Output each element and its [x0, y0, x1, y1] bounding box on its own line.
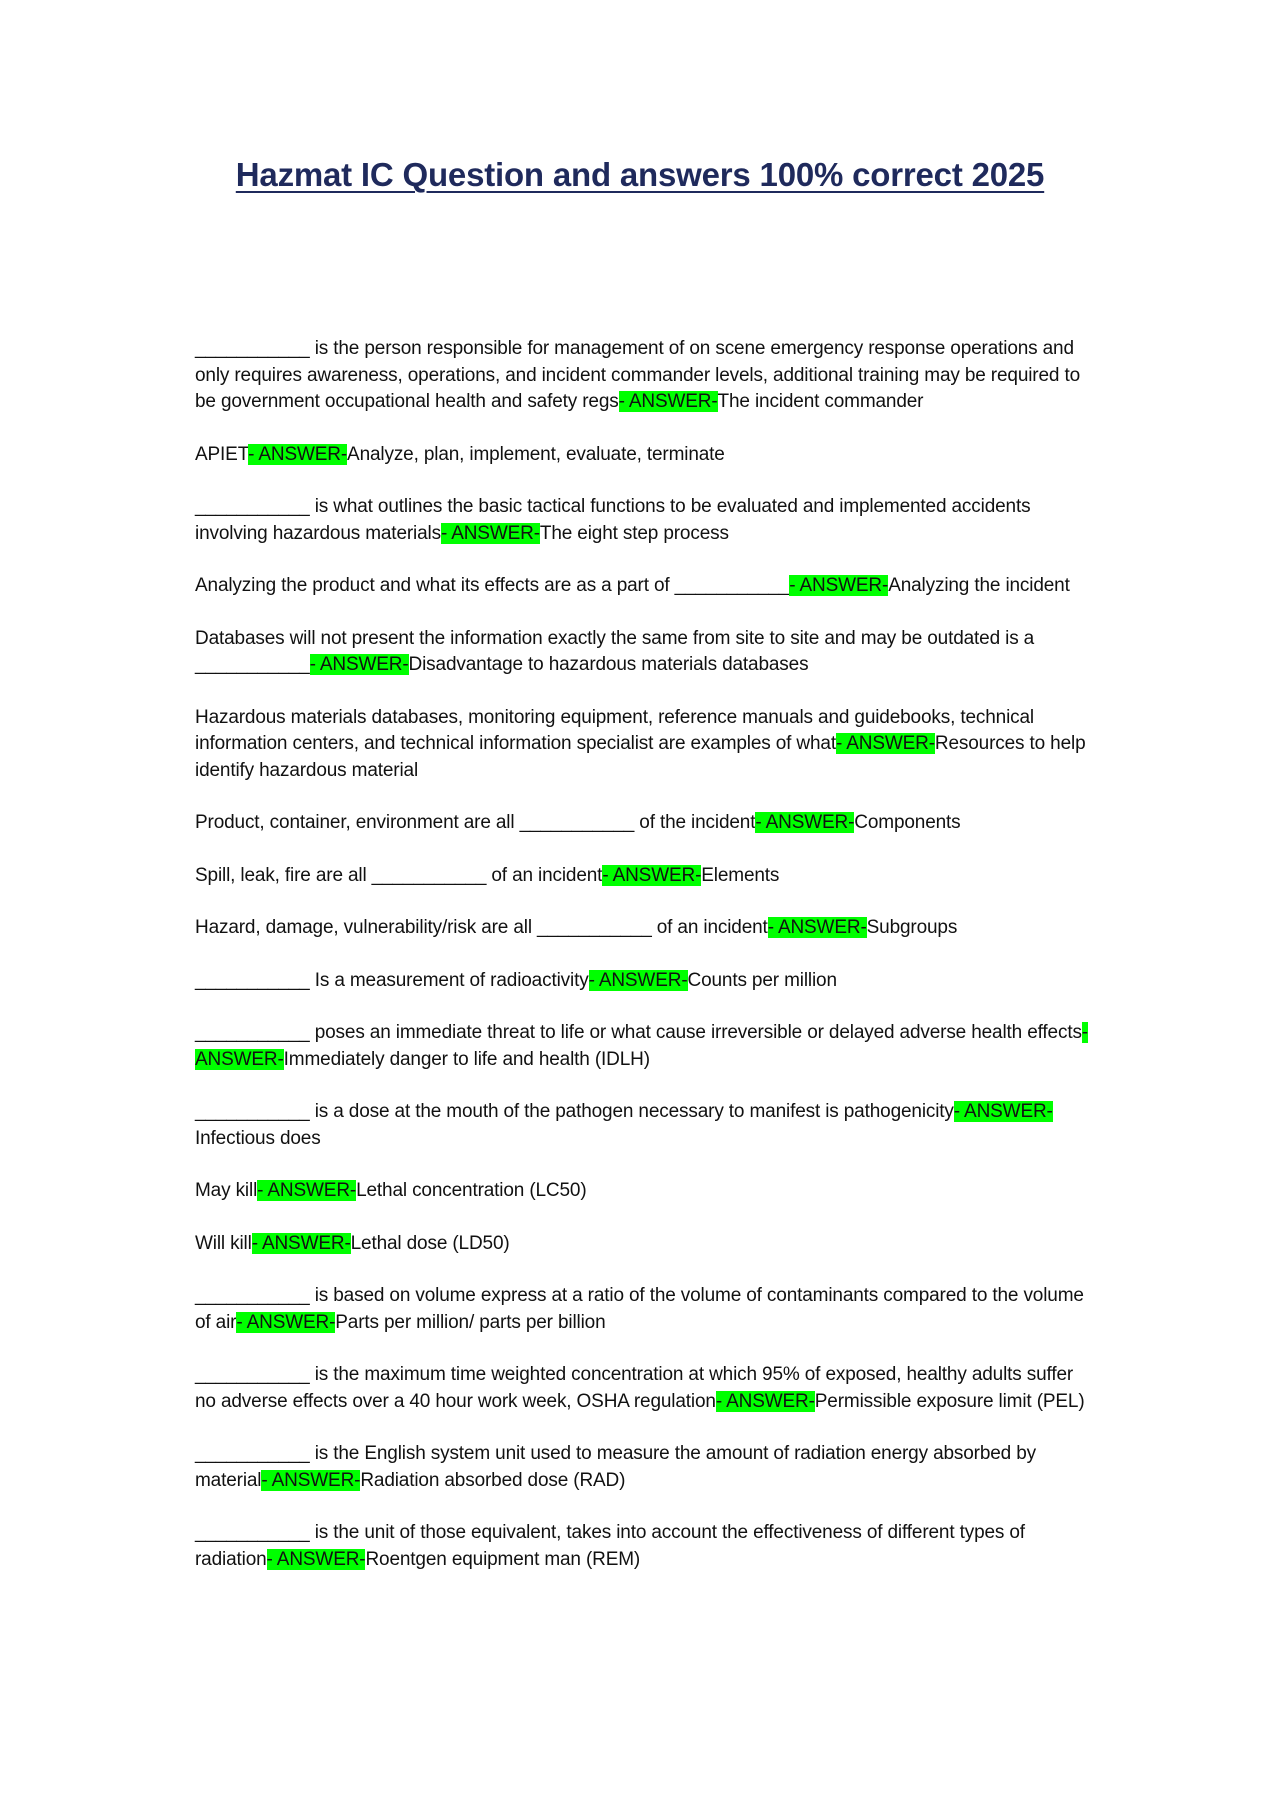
qa-item: [195, 705, 1095, 785]
answer-text: Infectious does: [195, 1127, 321, 1149]
question-text: Hazard, damage, vulnerability/risk are all ___________ of an incident: [195, 917, 768, 938]
answer-text: The incident commander: [717, 391, 924, 412]
qa-item: [195, 1231, 1095, 1258]
question-text: ___________ is based on volume express at a ratio of the volume of contaminants compared to the volume of air: [195, 1285, 1084, 1333]
answer-text: Disadvantage to hazardous materials databases: [408, 654, 809, 675]
question-text: Analyzing the product and what its effects are as a part of ___________: [195, 575, 790, 596]
qa-item: [195, 442, 1095, 469]
question-text: Product, container, environment are all ___________ of the incident: [195, 812, 756, 833]
question-text: ___________ is the unit of those equivalent, takes into account the effectiveness of different types of radiation: [195, 1522, 1025, 1570]
answer-marker: - ANSWER-: [767, 917, 867, 938]
answer-marker: - ANSWER-: [261, 1469, 361, 1491]
answer-marker: - ANSWER-: [251, 1232, 351, 1254]
answer-text: Permissible exposure limit (PEL): [814, 1390, 1085, 1412]
answer-text: Lethal concentration (LC50): [356, 1180, 587, 1201]
answer-text: Immediately danger to life and health (IDLH): [283, 1048, 650, 1070]
question-text: ___________ is the maximum time weighted concentration at which 95% of exposed, healthy adults suffer no adverse effects over a 40 hour work week, OSHA regulation: [195, 1364, 1074, 1412]
answer-marker: - ANSWER-: [602, 864, 702, 886]
answer-marker: - ANSWER-: [195, 1022, 1088, 1070]
answer-marker: - ANSWER-: [440, 522, 540, 544]
qa-item: [195, 915, 1095, 942]
answer-text: Radiation absorbed dose (RAD): [360, 1469, 626, 1491]
qa-item: [195, 494, 1095, 547]
question-text: May kill: [195, 1180, 258, 1201]
question-text: Databases will not present the information exactly the same from site to site and may be outdated is a ___________: [195, 627, 1035, 675]
qa-item: [195, 863, 1095, 890]
answer-text: Roentgen equipment man (REM): [365, 1548, 641, 1570]
question-text: APIET: [195, 443, 249, 465]
qa-item: [195, 810, 1095, 837]
answer-marker: - ANSWER-: [248, 443, 348, 465]
qa-item: [195, 968, 1095, 995]
answer-marker: - ANSWER-: [588, 969, 688, 991]
question-text: ___________ is the English system unit used to measure the amount of radiation energy absorbed by material: [195, 1443, 1036, 1491]
answer-marker: - ANSWER-: [789, 575, 889, 596]
qa-item: [195, 336, 1095, 416]
answer-text: Components: [854, 812, 961, 833]
answer-text: Analyzing the incident: [888, 575, 1070, 596]
answer-marker: - ANSWER-: [755, 812, 855, 833]
answer-marker: - ANSWER-: [835, 733, 935, 754]
question-text: Spill, leak, fire are all ___________ of an incident: [195, 864, 603, 886]
answer-text: Lethal dose (LD50): [350, 1232, 510, 1254]
answer-marker: - ANSWER-: [266, 1548, 366, 1570]
answer-marker: - ANSWER-: [309, 654, 409, 675]
question-text: Hazardous materials databases, monitoring equipment, reference manuals and guidebooks, technical information centers, and technical information specialist are examples of what: [195, 706, 1034, 754]
document-title: Hazmat IC Question and answers 100% correct 2025: [235, 156, 1045, 193]
qa-item: [195, 1441, 1095, 1494]
qa-item: [195, 573, 1095, 600]
qa-item: [195, 1178, 1095, 1205]
qa-item: [195, 1520, 1095, 1573]
qa-item: [195, 1099, 1095, 1152]
qa-item: [195, 626, 1095, 679]
qa-item: [195, 1020, 1095, 1073]
answer-text: Counts per million: [687, 969, 837, 991]
qa-list: [195, 336, 1095, 1599]
answer-text: The eight step process: [539, 522, 729, 544]
question-text: ___________ poses an immediate threat to life or what cause irreversible or delayed adverse health effects: [195, 1022, 1082, 1043]
answer-marker: - ANSWER-: [257, 1180, 357, 1201]
answer-text: Analyze, plan, implement, evaluate, terminate: [347, 443, 725, 465]
answer-text: Parts per million/ parts per billion: [335, 1311, 606, 1333]
question-text: Will kill: [195, 1232, 252, 1254]
question-text: ___________ is a dose at the mouth of the pathogen necessary to manifest is pathogenicity: [195, 1101, 954, 1122]
question-text: ___________ is what outlines the basic tactical functions to be evaluated and implemented accidents involving hazardous materials: [195, 496, 1031, 544]
answer-marker: - ANSWER-: [953, 1101, 1053, 1122]
answer-marker: - ANSWER-: [236, 1311, 336, 1333]
question-text: ___________ is the person responsible for management of on scene emergency response operations and only requires awareness, operations, and incident commander levels, additional training may be required to be government occupational health and safety regs: [195, 338, 1080, 412]
answer-text: Elements: [701, 864, 780, 886]
answer-text: Subgroups: [866, 917, 958, 938]
answer-text: Resources to help identify hazardous material: [195, 733, 1086, 781]
qa-item: [195, 1362, 1095, 1415]
question-text: ___________ Is a measurement of radioactivity: [195, 969, 589, 991]
answer-marker: - ANSWER-: [618, 391, 718, 412]
answer-marker: - ANSWER-: [715, 1390, 815, 1412]
qa-item: [195, 1283, 1095, 1336]
